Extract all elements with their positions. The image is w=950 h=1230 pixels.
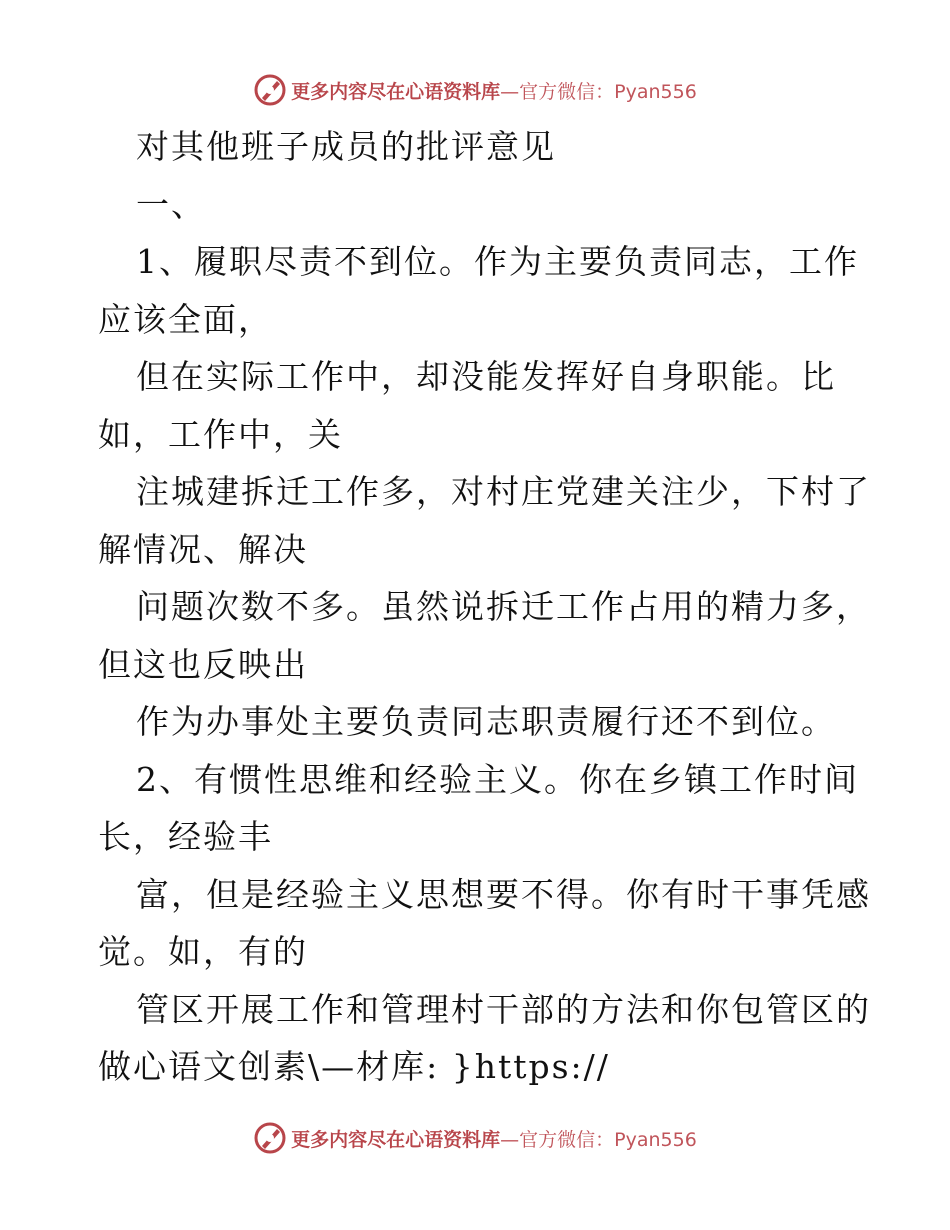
text-line: 注城建拆迁工作多，对村庄党建关注少，下村了 <box>136 472 871 511</box>
pen-logo-icon <box>253 73 287 107</box>
text-line: 做心语文创素\—材库: }https:// <box>98 1047 610 1086</box>
banner-main-text: 更多内容尽在心语资料库 <box>291 80 501 103</box>
banner-sub-text: —官方微信：Pyan556 <box>500 1128 697 1151</box>
text-line: 作为办事处主要负责同志职责履行还不到位。 <box>136 702 836 741</box>
text-line: 1、履职尽责不到位。作为主要负责同志，工作 <box>136 242 859 281</box>
text-line: 但这也反映出 <box>98 644 308 684</box>
text-line: 应该全面， <box>98 299 273 339</box>
footer-banner <box>0 1118 950 1158</box>
text-line: 2、有惯性思维和经验主义。你在乡镇工作时间 <box>136 759 859 799</box>
document-body <box>98 118 871 1096</box>
text-line: 富，但是经验主义思想要不得。你有时干事凭感 <box>136 874 871 914</box>
text-line: 觉。如，有的 <box>98 932 308 971</box>
text-line: 问题次数不多。虽然说拆迁工作占用的精力多， <box>136 587 871 626</box>
text-line: 解情况、解决 <box>98 529 308 569</box>
text-line: 一、 <box>136 184 206 224</box>
banner-sub-text: —官方微信：Pyan556 <box>500 80 697 103</box>
text-line: 但在实际工作中，却没能发挥好自身职能。比 <box>136 357 836 396</box>
text-line: 长，经验丰 <box>98 817 273 856</box>
text-line: 如，工作中，关 <box>98 414 343 454</box>
header-banner <box>0 70 950 110</box>
pen-logo-icon <box>253 1121 287 1155</box>
text-line: 管区开展工作和管理村干部的方法和你包管区的 <box>136 989 871 1029</box>
banner-main-text: 更多内容尽在心语资料库 <box>291 1128 501 1151</box>
text-line: 对其他班子成员的批评意见 <box>136 127 556 166</box>
